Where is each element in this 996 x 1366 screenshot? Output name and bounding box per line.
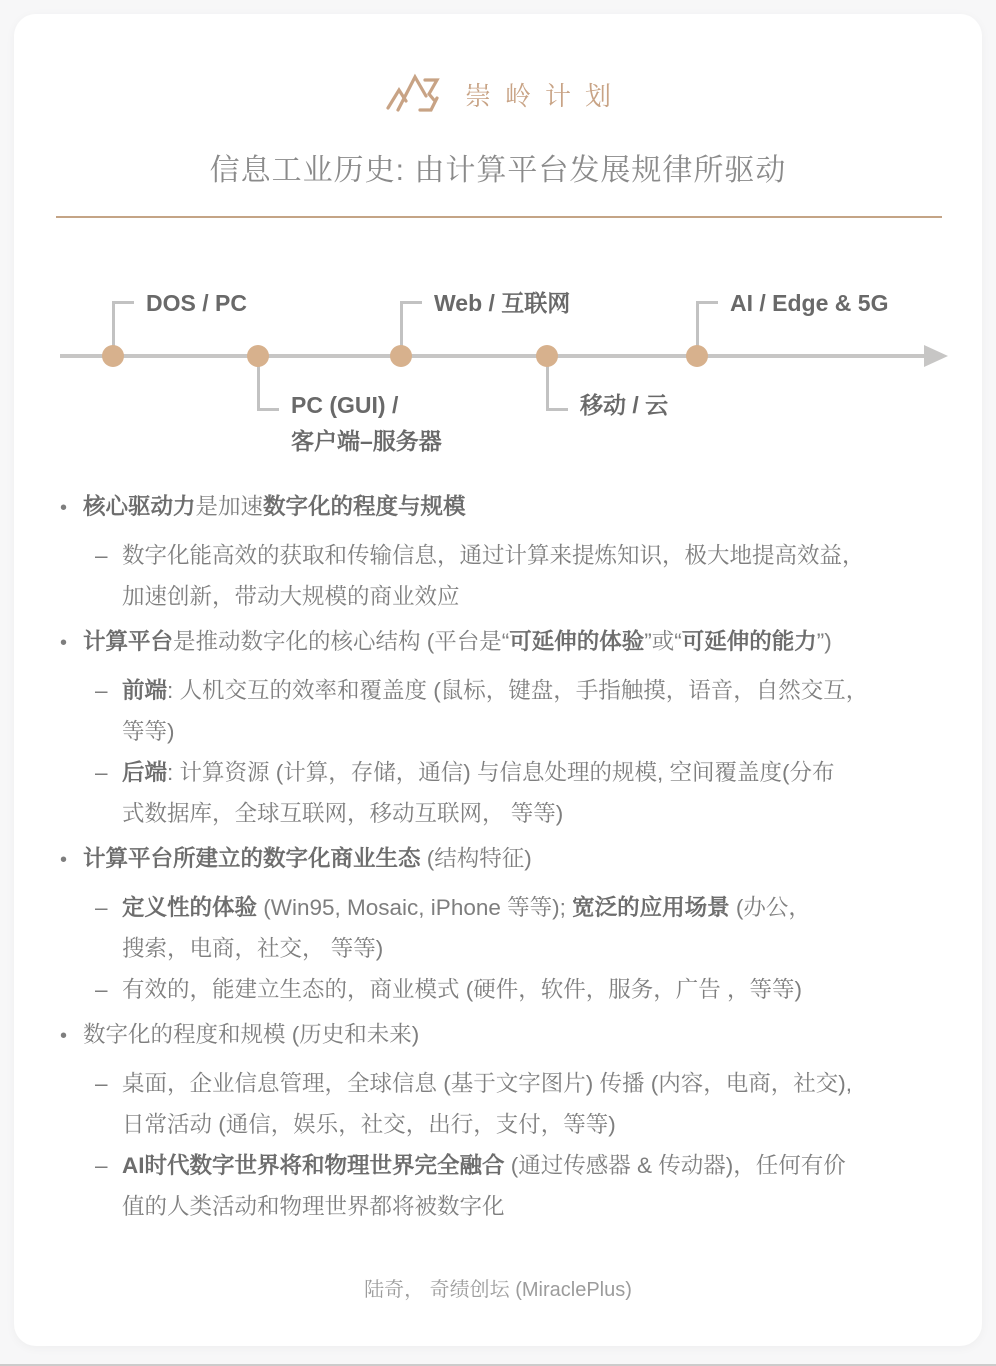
bullet-line	[95, 1104, 952, 1145]
bullet-line	[95, 711, 952, 752]
milestone-label: 移动 / 云	[580, 392, 669, 418]
dash-marker: –	[95, 895, 108, 920]
bullet-text: 定义性的体验 (Win95, Mosaic, iPhone 等等); 宽泛的应用场景 (办公，	[122, 895, 811, 920]
bullet-text: 前端: 人机交互的效率和覆盖度 (鼠标，键盘，手指触摸，语音，自然交互，	[122, 678, 869, 703]
bullet-line	[95, 793, 952, 834]
bullet-line	[60, 838, 952, 881]
bullet-marker: •	[60, 1025, 68, 1047]
bullet-line	[95, 1063, 952, 1104]
brand-logo	[14, 70, 982, 118]
dash-marker: –	[95, 678, 108, 703]
bullet-marker: •	[60, 632, 68, 654]
sub-bullet-item	[60, 535, 952, 617]
bullet-item	[60, 486, 952, 529]
milestone-connector-notch	[259, 408, 279, 411]
bullet-text: 计算平台是推动数字化的核心结构 (平台是“可延伸的体验”或“可延伸的能力”)	[83, 629, 832, 654]
milestone-dot	[390, 345, 412, 367]
dash-marker: –	[95, 977, 108, 1002]
bullet-text: 桌面，企业信息管理，全球信息 (基于文字图片) 传播 (内容，电商，社交),	[122, 1071, 852, 1096]
dash-marker: –	[95, 760, 108, 785]
bullet-text: 加速创新，带动大规模的商业效应	[122, 584, 460, 609]
bullet-text: 等等)	[122, 719, 175, 744]
milestone-label: DOS / PC	[146, 290, 247, 316]
bullet-text: 数字化能高效的获取和传输信息，通过计算来提炼知识，极大地提高效益，	[122, 543, 865, 568]
bullet-text: 数字化的程度和规模 (历史和未来)	[83, 1022, 420, 1047]
timeline-axis	[60, 354, 926, 358]
dash-marker: –	[95, 543, 108, 568]
bullet-text: AI时代数字世界将和物理世界完全融合 (通过传感器 & 传动器)，任何有价	[122, 1153, 846, 1178]
milestone-label: AI / Edge & 5G	[730, 290, 889, 316]
footer-credit: 陆奇， 奇绩创坛 (MiraclePlus)	[364, 1279, 632, 1301]
brand-name: 崇岭计划	[464, 80, 625, 111]
bullet-line	[95, 1145, 952, 1186]
sub-bullet-item	[60, 1145, 952, 1227]
sub-bullet-item	[60, 969, 952, 1010]
timeline-arrow-icon	[924, 345, 948, 367]
bullet-text: 有效的，能建立生态的，商业模式 (硬件，软件，服务，广告 ，等等)	[122, 977, 802, 1002]
dash-marker: –	[95, 1153, 108, 1178]
bullet-line	[60, 621, 952, 664]
bullet-line	[95, 887, 952, 928]
bullet-list	[14, 486, 982, 1227]
bullet-line	[95, 928, 952, 969]
milestone-label: Web / 互联网	[434, 290, 571, 316]
bullet-marker: •	[60, 497, 68, 519]
bullet-line	[95, 576, 952, 617]
bullet-text: 搜索，电商，社交， 等等)	[122, 936, 384, 961]
milestone-connector-notch	[698, 301, 718, 304]
bullet-line	[60, 1014, 952, 1057]
bullet-item	[60, 621, 952, 664]
milestone-dot	[247, 345, 269, 367]
bullet-line	[95, 752, 952, 793]
bullet-line	[60, 486, 952, 529]
milestone-connector-notch	[402, 301, 422, 304]
bullet-item	[60, 1014, 952, 1057]
sub-bullet-item	[60, 1063, 952, 1145]
bullet-text: 日常活动 (通信，娱乐，社交，出行，支付，等等)	[122, 1112, 616, 1137]
sub-bullet-item	[60, 670, 952, 752]
page-title: 信息工业历史: 由计算平台发展规律所驱动	[209, 154, 787, 187]
bullet-line	[95, 535, 952, 576]
bullet-text: 计算平台所建立的数字化商业生态 (结构特征)	[83, 846, 532, 871]
milestone-label: PC (GUI) / 客户端–服务器	[291, 392, 442, 454]
milestone-dot	[102, 345, 124, 367]
bullet-text: 值的人类活动和物理世界都将被数字化	[122, 1194, 505, 1219]
bullet-text: 核心驱动力是加速数字化的程度与规模	[83, 494, 466, 519]
bullet-line	[95, 670, 952, 711]
milestone-dot	[686, 345, 708, 367]
dash-marker: –	[95, 1071, 108, 1096]
sub-bullet-item	[60, 752, 952, 834]
timeline	[14, 218, 982, 473]
milestone-connector-notch	[114, 301, 134, 304]
bullet-line	[95, 1186, 952, 1227]
bullet-item	[60, 838, 952, 881]
sub-bullet-item	[60, 887, 952, 969]
bullet-text: 式数据库，全球互联网，移动互联网， 等等)	[122, 801, 564, 826]
bullet-marker: •	[60, 849, 68, 871]
bullet-line	[95, 969, 952, 1010]
bullet-text: 后端: 计算资源 (计算，存储，通信) 与信息处理的规模, 空间覆盖度(分布	[122, 760, 835, 785]
slide-card	[14, 14, 982, 1346]
milestone-connector-notch	[548, 408, 568, 411]
milestone-dot	[536, 345, 558, 367]
mountain-logo-icon	[385, 70, 451, 118]
